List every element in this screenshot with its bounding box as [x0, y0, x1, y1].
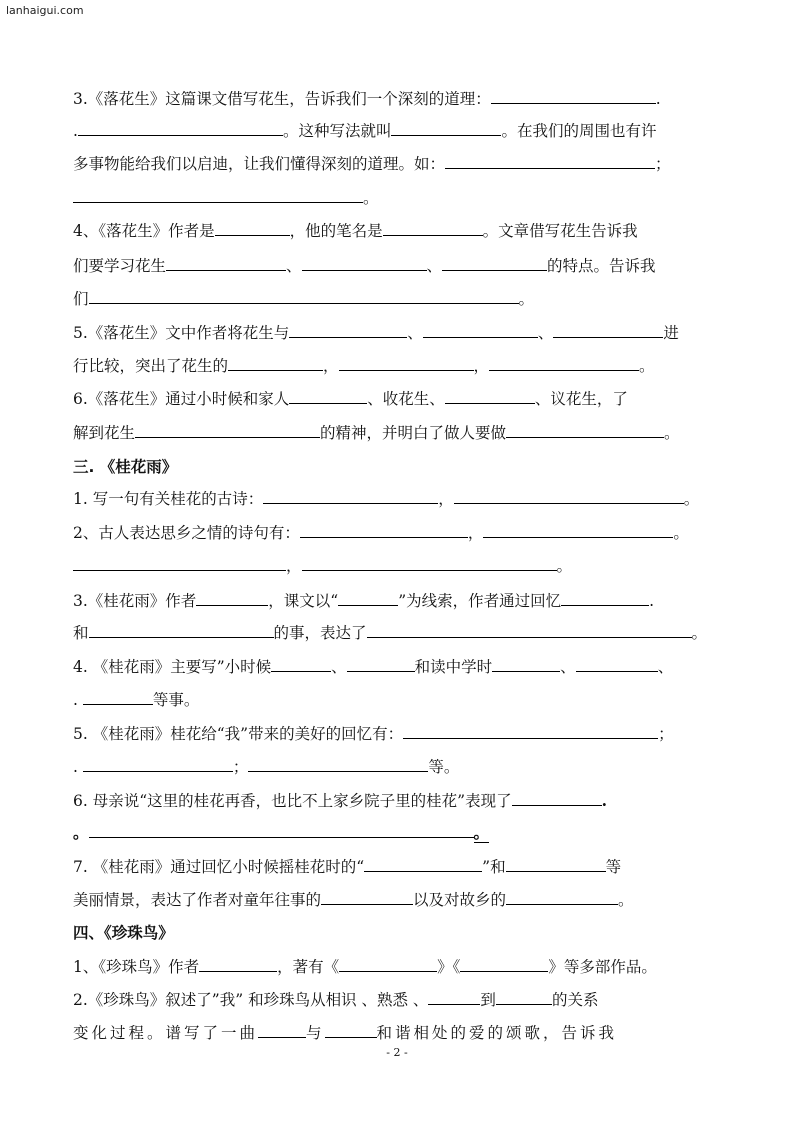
answer-blank[interactable]	[492, 656, 560, 672]
answer-blank[interactable]	[289, 388, 367, 404]
answer-blank[interactable]	[506, 889, 618, 905]
g4-line1: 4. 《桂花雨》主要写”小时候 、 和读中学时 、 、	[73, 658, 674, 676]
answer-blank[interactable]	[367, 622, 692, 638]
g1-line: 1. 写一句有关桂花的古诗： ， 。	[73, 490, 700, 508]
answer-blank[interactable]	[166, 255, 286, 271]
section-heading-zhenzhuniao: 四、《珍珠鸟》	[73, 924, 174, 942]
answer-blank[interactable]	[89, 622, 274, 638]
answer-blank[interactable]	[442, 255, 547, 271]
answer-blank[interactable]	[506, 422, 664, 438]
g3-line1: 3.《桂花雨》作者 ，课文以“ ”为线索，作者通过回忆 .	[73, 592, 655, 610]
q6-line1: 6.《落花生》通过小时候和家人 、收花生、 、议花生，了	[73, 390, 628, 408]
answer-blank[interactable]	[483, 522, 673, 538]
g2-line2: ， 。	[73, 555, 723, 576]
q4-line1: 4、《落花生》作者是 ，他的笔名是 。文章借写花生告诉我	[73, 222, 638, 240]
answer-blank[interactable]	[391, 120, 501, 136]
answer-blank[interactable]	[302, 555, 557, 571]
answer-blank[interactable]	[489, 355, 639, 371]
g6-line1: 6. 母亲说“这里的桂花再香，也比不上家乡院子里的桂花”表现了 .	[73, 791, 607, 810]
answer-blank[interactable]	[445, 388, 535, 404]
answer-blank[interactable]	[215, 220, 290, 236]
answer-blank[interactable]	[258, 1022, 306, 1038]
page-number: - 2 -	[386, 1046, 408, 1059]
answer-blank[interactable]	[135, 422, 320, 438]
g4-line2: . 等事。	[73, 691, 200, 709]
answer-blank[interactable]	[300, 522, 468, 538]
z1-line: 1、《珍珠鸟》作者 ，著有《 》《 》等多部作品。	[73, 958, 657, 976]
answer-blank[interactable]	[199, 956, 277, 972]
answer-blank[interactable]	[512, 790, 602, 806]
g2-line1: 2、古人表达思乡之情的诗句有： ， 。	[73, 524, 689, 542]
answer-blank[interactable]	[289, 322, 407, 338]
g7-line2: 美丽情景，表达了作者对童年往事的 以及对故乡的 。	[73, 891, 634, 909]
answer-blank[interactable]	[89, 822, 474, 838]
answer-blank[interactable]	[576, 656, 658, 672]
answer-blank[interactable]	[553, 322, 663, 338]
answer-blank[interactable]	[89, 288, 519, 304]
g3-line2: 和 的事，表达了 。	[73, 624, 708, 642]
answer-blank[interactable]	[428, 989, 480, 1005]
q5-line2: 行比较，突出了花生的 ， ， 。	[73, 357, 655, 375]
answer-blank[interactable]	[561, 590, 649, 606]
answer-blank[interactable]	[263, 488, 438, 504]
z2-line1: 2.《珍珠鸟》叙述了”我” 和珍珠鸟从相识 、熟悉 、 到 的关系	[73, 991, 599, 1009]
answer-blank[interactable]	[321, 889, 413, 905]
answer-blank[interactable]	[347, 656, 415, 672]
answer-blank[interactable]	[302, 255, 427, 271]
g5-line2: . ； 等。	[73, 758, 460, 776]
answer-blank[interactable]	[338, 590, 398, 606]
answer-blank[interactable]	[73, 187, 363, 203]
g6-line2: 。 。	[73, 823, 490, 842]
q3-line1: 3.《落花生》这篇课文借写花生，告诉我们一个深刻的道理： .	[73, 90, 661, 108]
answer-blank[interactable]	[454, 488, 684, 504]
answer-blank[interactable]	[325, 1022, 377, 1038]
answer-blank[interactable]	[78, 120, 283, 136]
answer-blank[interactable]	[73, 555, 286, 571]
q6-line2: 解到花生 的精神，并明白了做人要做 。	[73, 424, 680, 442]
answer-blank[interactable]	[248, 756, 428, 772]
z2-line2: 变化过程。谱写了一曲 与 和谐相处的爱的颂歌，告诉我	[73, 1024, 618, 1042]
g7-line1: 7. 《桂花雨》通过回忆小时候摇桂花时的“ ”和 等	[73, 858, 622, 876]
answer-blank[interactable]	[423, 322, 538, 338]
section-heading-guihuayu: 三. 《桂花雨》	[73, 458, 178, 476]
answer-blank[interactable]	[445, 153, 655, 169]
q5-line1: 5.《落花生》文中作者将花生与 、 、 进	[73, 324, 679, 342]
answer-blank[interactable]	[339, 956, 437, 972]
answer-blank[interactable]	[491, 88, 656, 104]
answer-blank[interactable]	[83, 689, 153, 705]
answer-blank[interactable]	[339, 355, 474, 371]
answer-blank[interactable]	[383, 220, 483, 236]
q4-line3: 们 。	[73, 290, 535, 308]
answer-blank[interactable]	[496, 989, 552, 1005]
answer-blank[interactable]	[403, 723, 658, 739]
answer-blank[interactable]	[271, 656, 331, 672]
answer-blank[interactable]	[460, 956, 548, 972]
q4-line2: 们要学习花生 、 、 的特点。告诉我	[73, 257, 656, 275]
answer-blank[interactable]	[506, 856, 606, 872]
q3-line2: . 。这种写法就叫 。在我们的周围也有许	[73, 122, 657, 140]
g5-line1: 5. 《桂花雨》桂花给“我”带来的美好的回忆有： ；	[73, 725, 674, 743]
q3-line4: 。	[73, 187, 723, 208]
q3-line3: 多事物能给我们以启迪，让我们懂得深刻的道理。如： ；	[73, 155, 671, 173]
answer-blank[interactable]	[83, 756, 233, 772]
site-watermark: lanhaigui.com	[6, 4, 84, 17]
answer-blank[interactable]	[364, 856, 482, 872]
answer-blank[interactable]	[228, 355, 323, 371]
answer-blank[interactable]	[196, 590, 268, 606]
